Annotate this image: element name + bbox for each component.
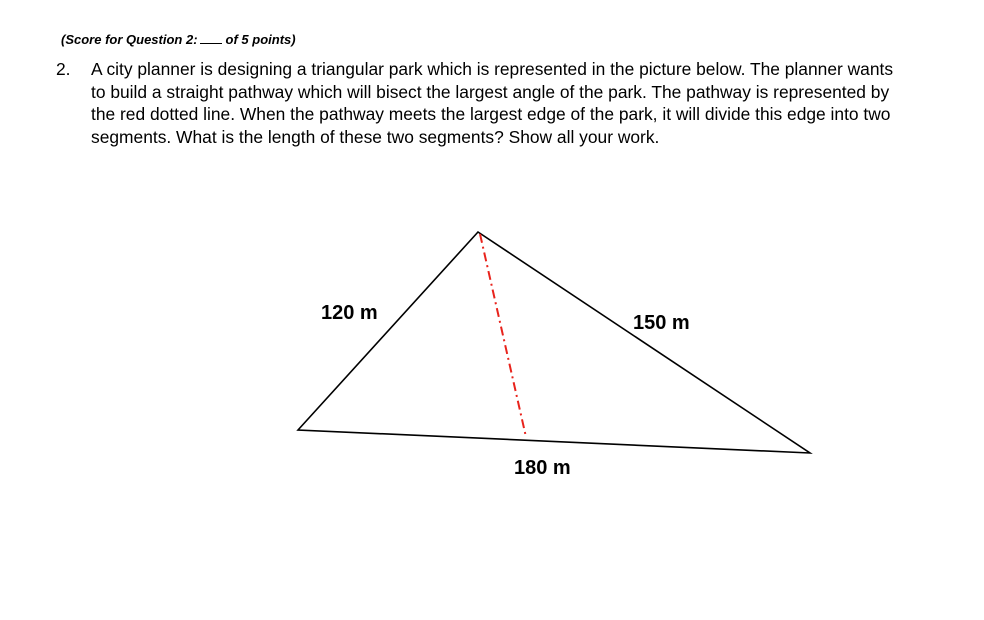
pathway-bisector xyxy=(480,234,526,437)
question-number: 2. xyxy=(56,59,71,79)
question-text: A city planner is designing a triangular park which is represented in the picture below. The planner wants to build a straight pathway which will bisect the largest angle of the park. The pathway is represented by the red dotted line. When the pathway meets the largest edge of the park, it will divide this edge into two segments. What is the length of these two segments? Show all your work. xyxy=(91,59,894,147)
side-right-label: 150 m xyxy=(633,312,690,334)
score-prefix: (Score for Question 2: xyxy=(61,32,198,47)
side-bottom-label: 180 m xyxy=(514,457,571,479)
side-left-label: 120 m xyxy=(321,302,378,324)
score-suffix: of 5 points) xyxy=(225,32,296,47)
park-triangle xyxy=(298,232,810,453)
